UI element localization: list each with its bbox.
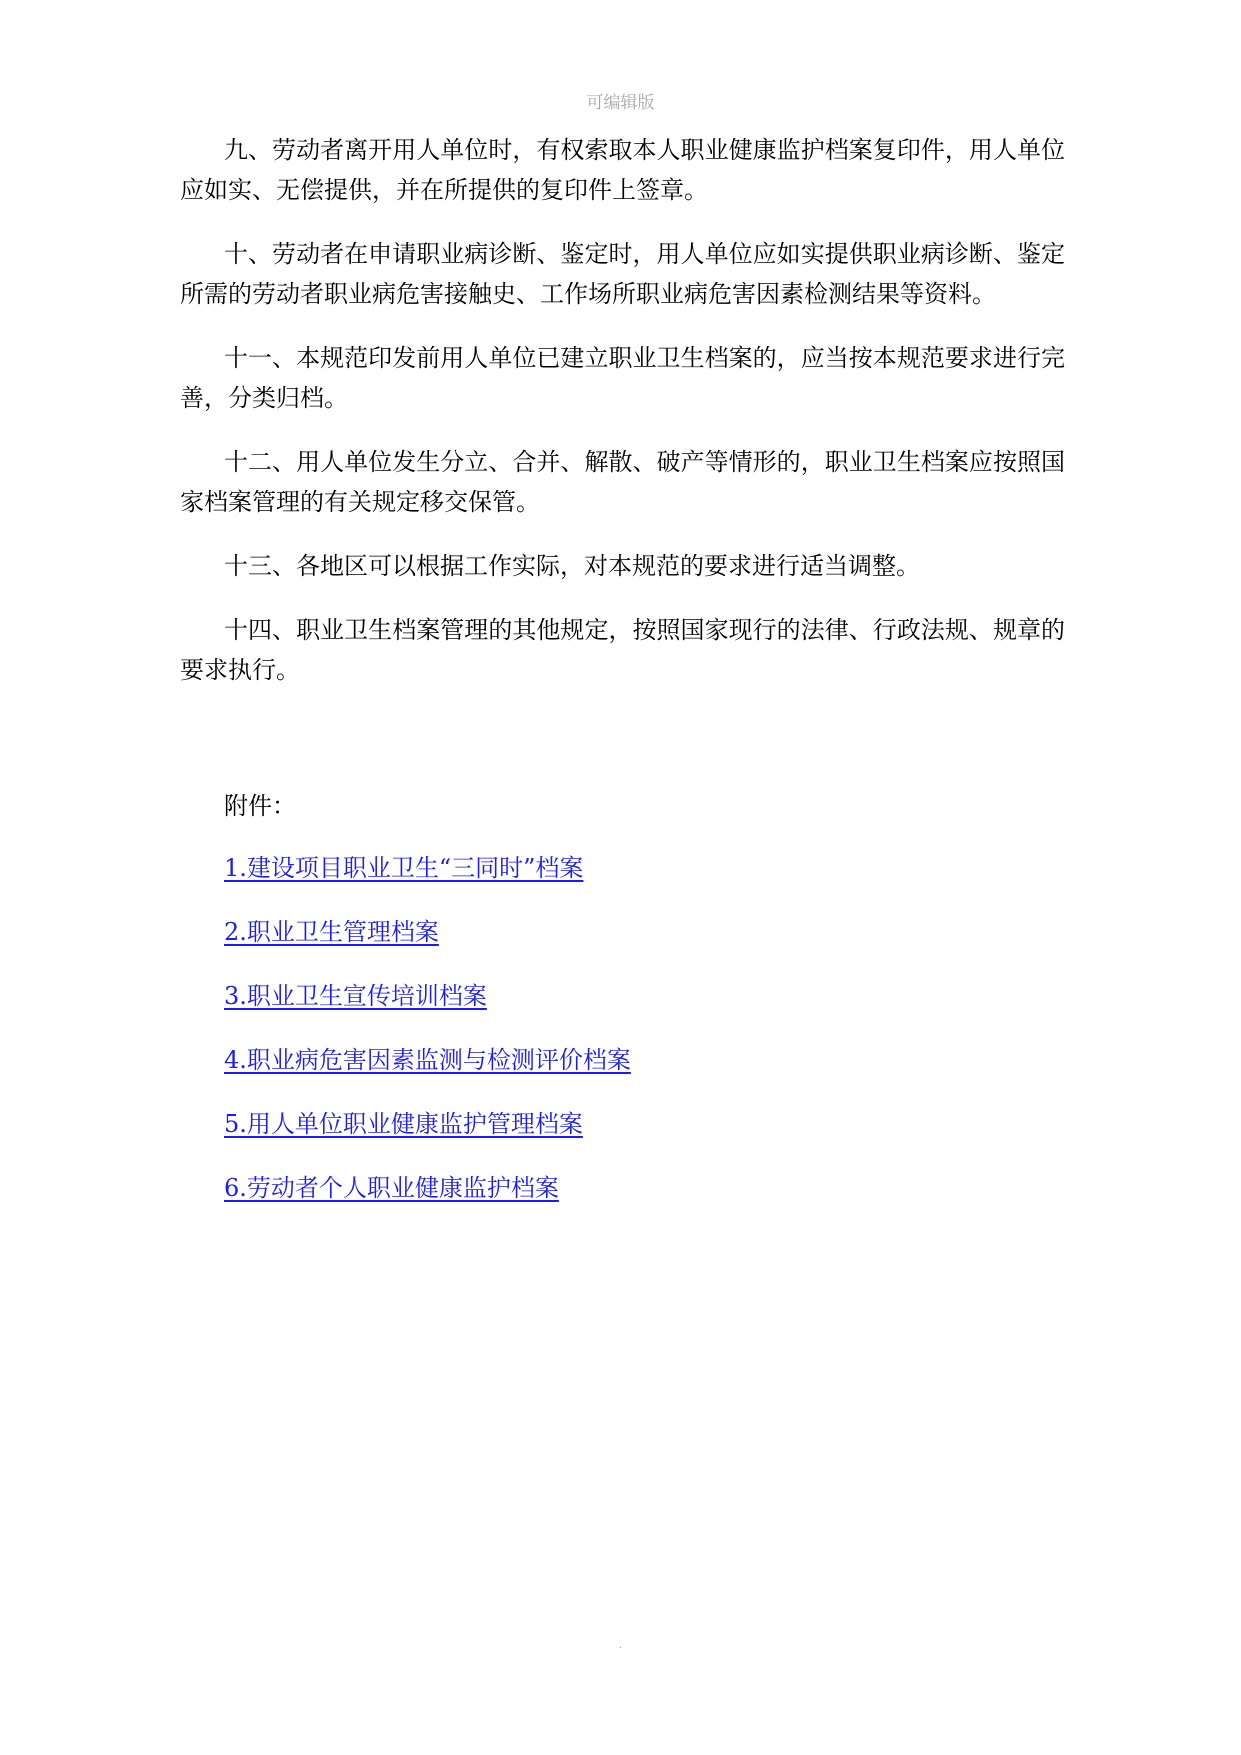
paragraph-13: 十三、各地区可以根据工作实际，对本规范的要求进行适当调整。	[224, 552, 920, 580]
page-footer-mark: .	[618, 1640, 623, 1651]
page-header-watermark: 可编辑版	[586, 93, 655, 113]
paragraph-11: 十一、本规范印发前用人单位已建立职业卫生档案的，应当按本规范要求进行完善，分类归档。	[180, 344, 1065, 412]
attachment-link-6[interactable]: 6.劳动者个人职业健康监护档案	[224, 1174, 559, 1202]
attachment-link-1[interactable]: 1.建设项目职业卫生“三同时”档案	[224, 854, 584, 882]
body-paragraphs	[180, 130, 1065, 714]
attachment-link-4[interactable]: 4.职业病危害因素监测与检测评价档案	[224, 1046, 631, 1074]
attachments-label: 附件：	[224, 792, 296, 820]
paragraph-12: 十二、用人单位发生分立、合并、解散、破产等情形的，职业卫生档案应按照国家档案管理的有关规定移交保管。	[180, 448, 1065, 516]
attachment-link-5[interactable]: 5.用人单位职业健康监护管理档案	[224, 1110, 583, 1138]
paragraph-10: 十、劳动者在申请职业病诊断、鉴定时，用人单位应如实提供职业病诊断、鉴定所需的劳动者职业病危害接触史、工作场所职业病危害因素检测结果等资料。	[180, 240, 1065, 308]
paragraph-14: 十四、职业卫生档案管理的其他规定，按照国家现行的法律、行政法规、规章的要求执行。	[180, 616, 1065, 684]
paragraph-9: 九、劳动者离开用人单位时，有权索取本人职业健康监护档案复印件，用人单位应如实、无偿提供，并在所提供的复印件上签章。	[180, 136, 1065, 204]
attachment-link-3[interactable]: 3.职业卫生宣传培训档案	[224, 982, 487, 1010]
attachments-list	[224, 848, 631, 1232]
attachment-link-2[interactable]: 2.职业卫生管理档案	[224, 918, 439, 946]
